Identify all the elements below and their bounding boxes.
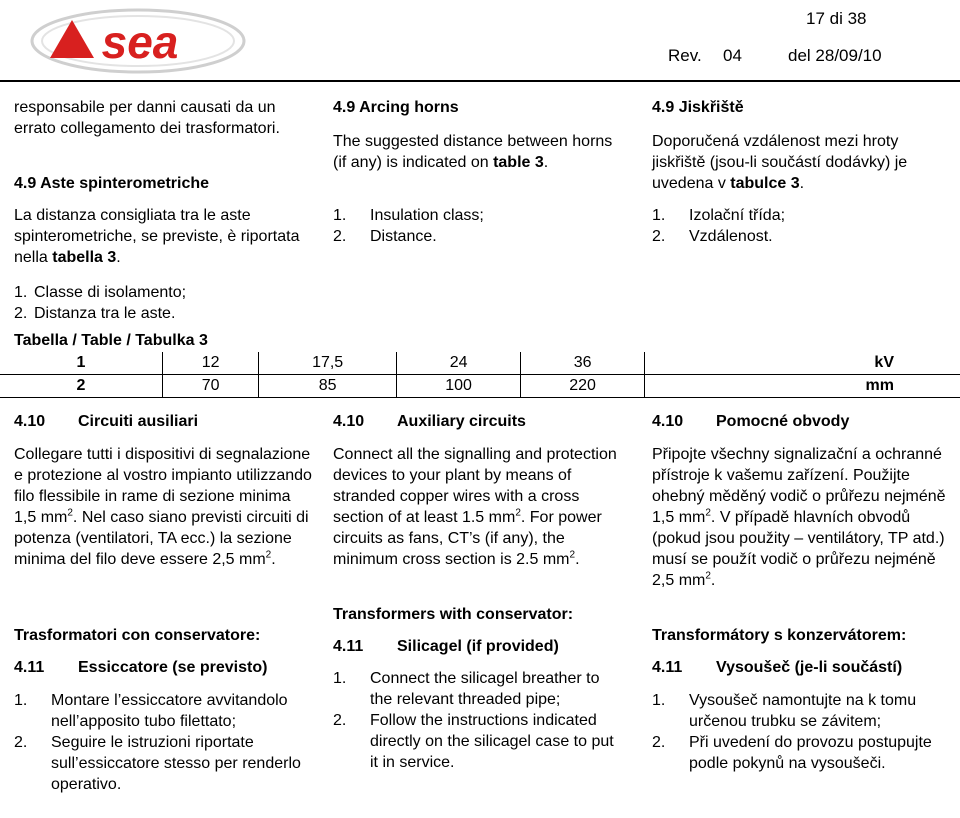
en-conservator-heading: Transformers with conservator: — [333, 606, 574, 623]
it-list-4-9 — [14, 282, 314, 324]
sea-logo — [28, 6, 248, 81]
table-unit-cell: mm — [645, 375, 960, 398]
table-row — [0, 375, 960, 398]
intro-paragraph: responsabile per danni causati da un errato collegamento dei trasformatori. — [14, 99, 280, 137]
page-number: 17 di 38 — [806, 9, 867, 28]
en-heading-4-10: 4.10 Auxiliary circuits — [333, 413, 526, 430]
list-item: 1. Classe di isolamento; — [14, 284, 187, 301]
revision-date: del 28/09/10 — [788, 46, 882, 65]
table-caption: Tabella / Table / Tabulka 3 — [14, 332, 208, 349]
list-item: 2. Distanza tra le aste. — [14, 305, 176, 322]
cz-paragraph-4-9: Doporučená vzdálenost mezi hroty jiskřiště (jsou-li součástí dodávky) je uvedena v tabulce 3. — [652, 133, 908, 192]
cz-paragraph-4-10: Připojte všechny signalizační a ochranné přístroje k vašemu zařízení. Použijte ohebný měděný vodič o průřezu nejméně 1,5 $mm^2$. V případě hlavních obvodů (pokud jsou použity – ventilátory, TP atd.) musí se použít vodič o průřezu nejméně 2,5 $mm^2$. — [652, 446, 946, 589]
table-cell: 24 — [397, 352, 521, 375]
table-cell: 85 — [259, 375, 397, 398]
cz-list-4-11 — [652, 690, 942, 774]
italian-intro — [14, 97, 304, 139]
revision-label: Rev. — [668, 46, 702, 65]
it-heading-4-10: 4.10 Circuiti ausiliari — [14, 413, 199, 430]
list-item: 1. Vysoušeč namontujte na k tomu určenou trubku se závitem; — [652, 692, 917, 730]
it-paragraph-4-9: La distanza consigliata tra le aste spinterometriche, se previste, è riportata nella tabella 3. — [14, 207, 300, 266]
cz-list-4-9 — [652, 205, 952, 247]
table-cell: 17,5 — [259, 352, 397, 375]
list-item: 1. Montare l’essiccatore avvitandolo nell’apposito tubo filettato; — [14, 692, 288, 730]
en-list-4-11 — [333, 668, 623, 773]
cz-heading-4-9: 4.9 Jiskřiště — [652, 99, 744, 116]
table-cell: 1 — [0, 352, 163, 375]
table-cell: 70 — [163, 375, 259, 398]
table-unit-cell: kV — [645, 352, 960, 375]
list-item: 2. Při uvedení do provozu postupujte podle pokynů na vysoušeči. — [652, 734, 932, 772]
table-cell: 100 — [397, 375, 521, 398]
en-heading-4-9: 4.9 Arcing horns — [333, 99, 459, 116]
list-item: 1. Izolační třída; — [652, 207, 786, 224]
header-rule — [0, 80, 960, 82]
table-cell: 2 — [0, 375, 163, 398]
list-item: 1. Connect the silicagel breather to the relevant threaded pipe; — [333, 670, 600, 708]
revision-number: 04 — [723, 46, 742, 65]
cz-conservator-heading: Transformátory s konzervátorem: — [652, 627, 907, 644]
svg-text:sea: sea — [101, 16, 179, 68]
cz-heading-4-11: 4.11 Vysoušeč (je-li součástí) — [652, 659, 903, 676]
list-item: 2. Distance. — [333, 228, 437, 245]
list-item: 1. Insulation class; — [333, 207, 484, 224]
table-cell: 36 — [521, 352, 645, 375]
table-cell: 12 — [163, 352, 259, 375]
sea-logo-graphic — [28, 6, 248, 76]
en-paragraph-4-10: Connect all the signalling and protection devices to your plant by means of stranded copper wires with a cross section of at least 1.5 $mm^2$. For power circuits as fans, CT’s (if any), the minimum cross section is 2.5 $mm^2$. — [333, 446, 617, 568]
it-list-4-11 — [14, 690, 314, 795]
table-3 — [0, 352, 960, 398]
it-heading-4-9: 4.9 Aste spinterometriche — [14, 175, 210, 192]
table-cell: 220 — [521, 375, 645, 398]
list-item: 2. Vzdálenost. — [652, 228, 773, 245]
en-heading-4-11: 4.11 Silicagel (if provided) — [333, 638, 559, 655]
list-item: 2. Seguire le istruzioni riportate sull’essiccatore stesso per renderlo operativo. — [14, 734, 301, 793]
list-item: 2. Follow the instructions indicated directly on the silicagel case to put it in service. — [333, 712, 614, 771]
table-row — [0, 352, 960, 375]
it-heading-4-11: 4.11 Essiccatore (se previsto) — [14, 659, 268, 676]
cz-heading-4-10: 4.10 Pomocné obvody — [652, 413, 850, 430]
en-list-4-9 — [333, 205, 623, 247]
en-paragraph-4-9: The suggested distance between horns (if any) is indicated on table 3. — [333, 133, 613, 171]
it-paragraph-4-10: Collegare tutti i dispositivi di segnalazione e protezione al vostro impianto utilizzando filo flessibile in rame di sezione minima 1,5 $mm^2$. Nel caso siano previsti circuiti di potenza (ventilatori, TA ecc.) la sezione minima del filo deve essere 2,5 $mm^2$. — [14, 446, 312, 568]
it-conservator-heading: Trasformatori con conservatore: — [14, 627, 261, 644]
